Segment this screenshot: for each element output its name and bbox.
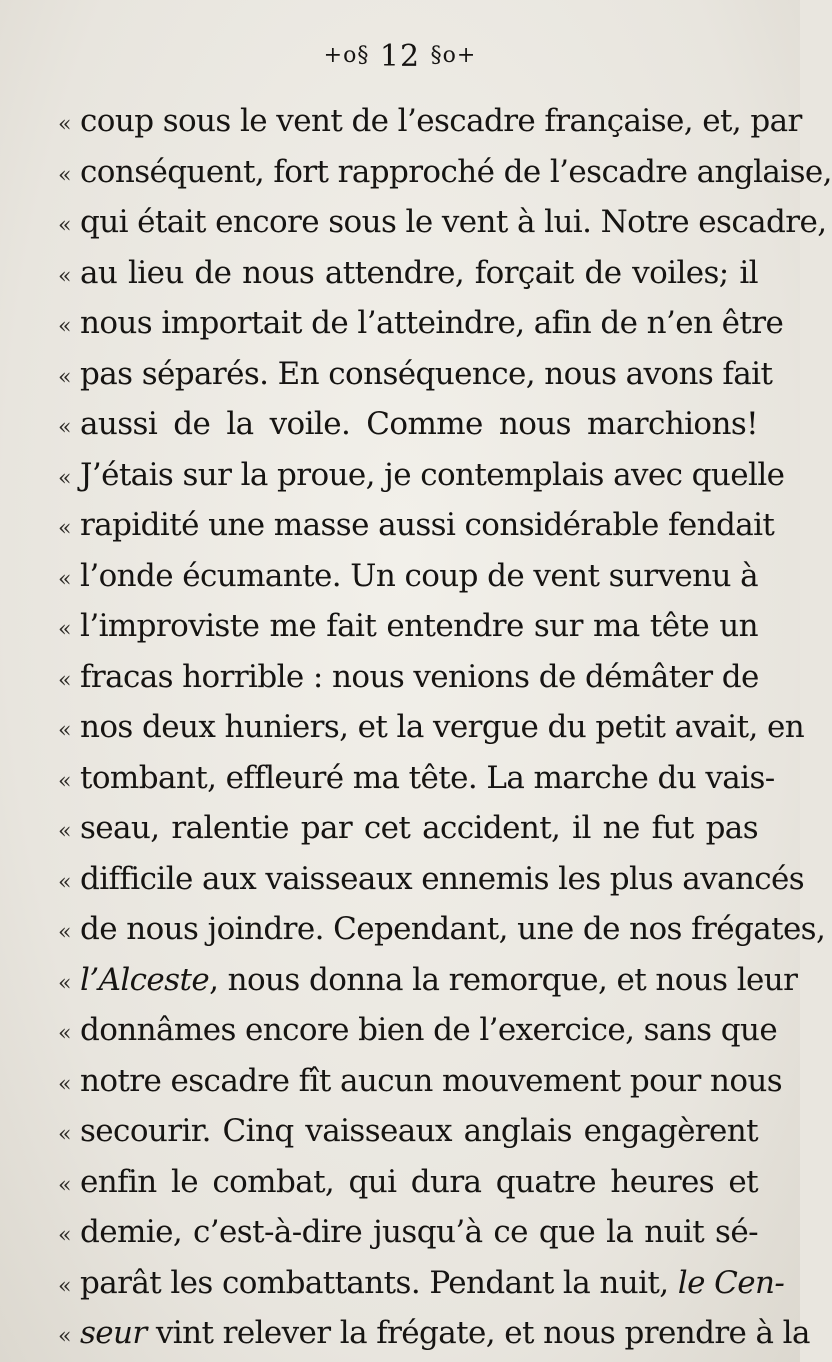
text-segment: tombant, effleuré ma tête. La marche du vais- — [80, 759, 775, 796]
text-line — [58, 96, 802, 147]
text-segment: , nous donna la remorque, et nous leur — [209, 961, 798, 998]
quote-mark: « — [58, 1223, 72, 1248]
italic-text: l’Alceste — [80, 961, 210, 998]
text-line — [58, 904, 826, 955]
quote-mark: « — [58, 920, 72, 945]
text-line — [58, 652, 758, 703]
line-text — [80, 298, 783, 348]
text-line — [58, 500, 775, 551]
line-text — [80, 854, 804, 904]
left-ornament: +o§ — [323, 43, 370, 68]
line-text — [80, 702, 804, 752]
text-segment: l’onde écumante. Un coup de vent survenu à — [80, 557, 758, 594]
text-segment: de nous joindre. Cependant, une de nos frégates, — [80, 911, 826, 947]
text-segment: difficile aux vaisseaux ennemis les plus avancés — [80, 860, 805, 897]
quote-mark: « — [58, 516, 72, 541]
text-line — [58, 601, 758, 652]
text-segment: demie, c’est-à-dire jusqu’à ce que la nuit sé- — [80, 1214, 758, 1250]
text-segment: nos deux huniers, et la vergue du petit avait, en — [80, 709, 805, 745]
quote-mark: « — [58, 213, 72, 238]
text-segment: au lieu de nous attendre, forçait de voiles; il — [80, 254, 758, 291]
text-line — [58, 450, 785, 501]
text-line — [58, 702, 805, 753]
text-segment: fracas horrible : nous venions de démâter de — [80, 658, 759, 695]
line-text — [80, 904, 825, 954]
text-segment: coup sous le vent de l’escadre française, et, par — [80, 103, 802, 139]
right-ornament: §o+ — [430, 43, 477, 68]
line-text — [80, 1157, 758, 1207]
text-line — [58, 1258, 785, 1309]
text-line — [58, 298, 784, 349]
text-line — [58, 399, 758, 450]
quote-mark: « — [58, 1122, 72, 1147]
text-segment: rapidité une masse aussi considérable fendait — [80, 507, 775, 543]
quote-mark: « — [58, 667, 72, 693]
quote-mark: « — [58, 566, 72, 592]
quote-mark: « — [58, 768, 72, 794]
text-line — [58, 349, 773, 400]
quote-mark: « — [58, 112, 72, 137]
line-text — [80, 500, 774, 550]
quote-mark: « — [58, 819, 72, 844]
body-text — [58, 96, 832, 1359]
line-text — [80, 955, 797, 1005]
quote-mark: « — [58, 162, 72, 188]
text-line — [58, 1056, 783, 1107]
quote-mark: « — [58, 364, 72, 390]
text-segment: conséquent, fort rapproché de l’escadre anglaise, — [80, 153, 832, 190]
text-segment: vint relever la frégate, et nous prendre à la — [146, 1315, 810, 1351]
text-line — [58, 248, 758, 299]
text-line — [58, 753, 775, 804]
quote-mark: « — [58, 617, 72, 642]
quote-mark: « — [58, 415, 72, 440]
line-text — [80, 753, 775, 803]
quote-mark: « — [58, 1172, 72, 1198]
quote-mark: « — [58, 1021, 72, 1046]
text-segment: seau, ralentie par cet accident, il ne fut pas — [80, 810, 758, 846]
italic-text: seur — [80, 1315, 147, 1351]
text-line — [58, 1157, 758, 1208]
line-text — [80, 1056, 782, 1106]
quote-mark: « — [58, 869, 72, 895]
text-segment: donnâmes encore bien de l’exercice, sans que — [80, 1012, 778, 1048]
text-segment: pas séparés. En conséquence, nous avons fait — [80, 355, 773, 392]
line-text — [80, 349, 772, 399]
quote-mark: « — [58, 263, 72, 289]
quote-mark: « — [58, 1324, 72, 1349]
text-line — [58, 1005, 778, 1056]
quote-mark: « — [58, 314, 72, 339]
text-line — [58, 197, 827, 248]
text-line — [58, 1207, 758, 1258]
text-segment: nous importait de l’atteindre, afin de n’en être — [80, 305, 784, 341]
text-line — [58, 1106, 758, 1157]
text-line — [58, 854, 805, 905]
line-text — [80, 248, 758, 298]
text-line — [58, 551, 758, 602]
line-text — [80, 96, 802, 146]
line-text — [80, 197, 826, 247]
text-line — [58, 1308, 810, 1359]
quote-mark: « — [58, 1273, 72, 1299]
line-text — [80, 1207, 758, 1257]
line-text — [80, 1005, 777, 1055]
text-segment: l’improviste me fait entendre sur ma tête un — [80, 608, 758, 644]
line-text — [80, 1106, 758, 1156]
text-segment: enfin le combat, qui dura quatre heures et — [80, 1163, 758, 1200]
line-text — [80, 147, 832, 197]
line-text — [80, 601, 758, 651]
text-line — [58, 147, 832, 198]
quote-mark: « — [58, 970, 72, 996]
line-text — [80, 551, 758, 601]
running-head — [0, 38, 800, 75]
text-segment: J’étais sur la proue, je contemplais avec quelle — [80, 456, 785, 493]
page-number: 12 — [379, 39, 421, 74]
line-text — [80, 450, 784, 500]
line-text — [80, 1258, 784, 1308]
text-segment: secourir. Cinq vaisseaux anglais engagèrent — [80, 1113, 758, 1149]
line-text — [80, 652, 759, 702]
quote-mark: « — [58, 1071, 72, 1097]
text-line — [58, 803, 758, 854]
text-segment: aussi de la voile. Comme nous marchions! — [80, 406, 758, 442]
quote-mark: « — [58, 718, 72, 743]
line-text — [80, 1308, 810, 1358]
text-segment: qui était encore sous le vent à lui. Notre escadre, — [80, 204, 827, 240]
text-line — [58, 955, 798, 1006]
italic-text: le Cen- — [677, 1264, 785, 1301]
text-segment: parât les combattants. Pendant la nuit, — [80, 1264, 678, 1301]
line-text — [80, 803, 758, 853]
quote-mark: « — [58, 465, 72, 491]
line-text — [80, 399, 758, 449]
text-segment: notre escadre fît aucun mouvement pour nous — [80, 1062, 783, 1099]
